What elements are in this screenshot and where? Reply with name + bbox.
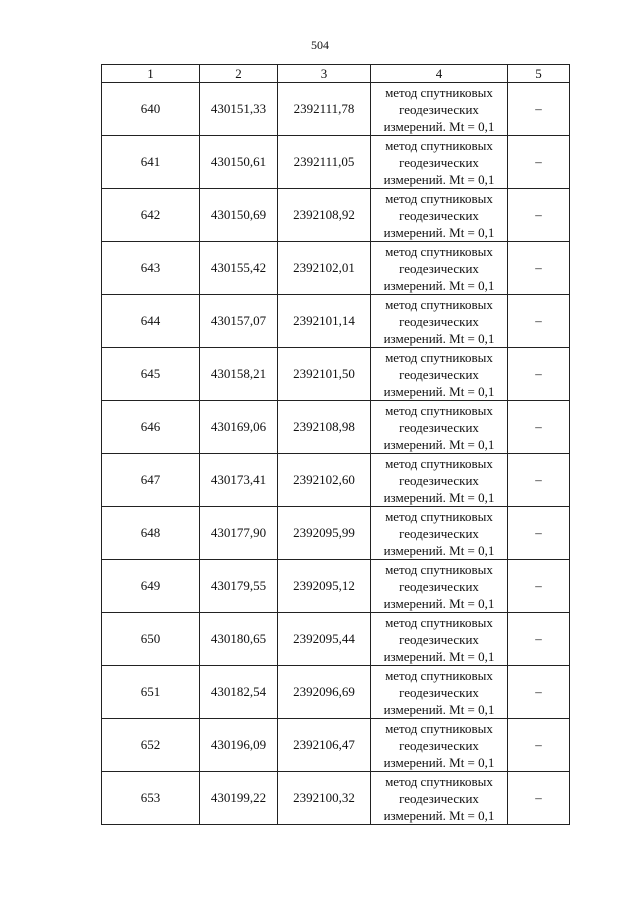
y-coordinate-cell: 2392102,60 — [278, 454, 371, 507]
page-number: 504 — [311, 38, 329, 52]
method-line: измерений. Mt = 0,1 — [383, 754, 495, 770]
method-line: геодезических — [399, 631, 479, 647]
point-number-cell: 648 — [102, 507, 200, 560]
point-number-cell: 652 — [102, 719, 200, 772]
table-row — [102, 401, 570, 454]
method-cell — [371, 83, 508, 136]
method-line: геодезических — [399, 578, 479, 594]
y-coordinate-cell: 2392100,32 — [278, 772, 371, 825]
point-number-cell: 643 — [102, 242, 200, 295]
note-cell: – — [508, 613, 570, 666]
method-line: метод спутниковых — [385, 720, 493, 736]
note-cell: – — [508, 401, 570, 454]
y-coordinate-cell: 2392096,69 — [278, 666, 371, 719]
method-line: метод спутниковых — [385, 349, 493, 365]
note-cell: – — [508, 348, 570, 401]
method-line: измерений. Mt = 0,1 — [383, 277, 495, 293]
method-line: геодезических — [399, 154, 479, 170]
method-cell — [371, 719, 508, 772]
method-line: метод спутниковых — [385, 667, 493, 683]
y-coordinate-cell: 2392111,78 — [278, 83, 371, 136]
note-cell: – — [508, 136, 570, 189]
method-cell — [371, 348, 508, 401]
note-cell: – — [508, 560, 570, 613]
method-line: измерений. Mt = 0,1 — [383, 224, 495, 240]
method-cell — [371, 772, 508, 825]
y-coordinate-cell: 2392095,12 — [278, 560, 371, 613]
method-line: геодезических — [399, 419, 479, 435]
note-cell: – — [508, 666, 570, 719]
x-coordinate-cell: 430169,06 — [200, 401, 278, 454]
method-line: геодезических — [399, 313, 479, 329]
y-coordinate-cell: 2392108,92 — [278, 189, 371, 242]
method-line: геодезических — [399, 366, 479, 382]
method-line: измерений. Mt = 0,1 — [383, 330, 495, 346]
method-line: геодезических — [399, 207, 479, 223]
method-line: метод спутниковых — [385, 773, 493, 789]
method-line: геодезических — [399, 525, 479, 541]
y-coordinate-cell: 2392101,14 — [278, 295, 371, 348]
table-row — [102, 83, 570, 136]
method-line: метод спутниковых — [385, 402, 493, 418]
method-cell — [371, 189, 508, 242]
table-row — [102, 719, 570, 772]
note-cell: – — [508, 295, 570, 348]
point-number-cell: 641 — [102, 136, 200, 189]
x-coordinate-cell: 430157,07 — [200, 295, 278, 348]
column-header: 1 — [102, 65, 200, 83]
x-coordinate-cell: 430151,33 — [200, 83, 278, 136]
method-line: измерений. Mt = 0,1 — [383, 701, 495, 717]
point-number-cell: 645 — [102, 348, 200, 401]
x-coordinate-cell: 430150,69 — [200, 189, 278, 242]
note-cell: – — [508, 507, 570, 560]
table-row — [102, 348, 570, 401]
y-coordinate-cell: 2392101,50 — [278, 348, 371, 401]
method-line: измерений. Mt = 0,1 — [383, 118, 495, 134]
x-coordinate-cell: 430155,42 — [200, 242, 278, 295]
method-line: метод спутниковых — [385, 455, 493, 471]
note-cell: – — [508, 454, 570, 507]
method-line: геодезических — [399, 737, 479, 753]
point-number-cell: 642 — [102, 189, 200, 242]
table-row — [102, 295, 570, 348]
method-line: метод спутниковых — [385, 614, 493, 630]
method-cell — [371, 454, 508, 507]
table-row — [102, 454, 570, 507]
point-number-cell: 649 — [102, 560, 200, 613]
table-row — [102, 772, 570, 825]
method-line: измерений. Mt = 0,1 — [383, 489, 495, 505]
method-line: геодезических — [399, 684, 479, 700]
method-cell — [371, 560, 508, 613]
method-line: метод спутниковых — [385, 137, 493, 153]
point-number-cell: 647 — [102, 454, 200, 507]
method-cell — [371, 666, 508, 719]
column-header: 3 — [278, 65, 371, 83]
x-coordinate-cell: 430180,65 — [200, 613, 278, 666]
column-header: 5 — [508, 65, 570, 83]
x-coordinate-cell: 430182,54 — [200, 666, 278, 719]
method-cell — [371, 242, 508, 295]
table-row — [102, 189, 570, 242]
table-row — [102, 242, 570, 295]
method-line: метод спутниковых — [385, 296, 493, 312]
y-coordinate-cell: 2392108,98 — [278, 401, 371, 454]
table-row — [102, 507, 570, 560]
method-line: геодезических — [399, 790, 479, 806]
method-line: геодезических — [399, 260, 479, 276]
x-coordinate-cell: 430196,09 — [200, 719, 278, 772]
note-cell: – — [508, 83, 570, 136]
method-line: метод спутниковых — [385, 243, 493, 259]
method-line: измерений. Mt = 0,1 — [383, 383, 495, 399]
method-cell — [371, 401, 508, 454]
point-number-cell: 640 — [102, 83, 200, 136]
x-coordinate-cell: 430177,90 — [200, 507, 278, 560]
point-number-cell: 651 — [102, 666, 200, 719]
table-row — [102, 560, 570, 613]
method-line: измерений. Mt = 0,1 — [383, 807, 495, 823]
table-row — [102, 136, 570, 189]
point-number-cell: 650 — [102, 613, 200, 666]
note-cell: – — [508, 772, 570, 825]
y-coordinate-cell: 2392102,01 — [278, 242, 371, 295]
x-coordinate-cell: 430158,21 — [200, 348, 278, 401]
y-coordinate-cell: 2392095,44 — [278, 613, 371, 666]
method-cell — [371, 295, 508, 348]
table-row — [102, 666, 570, 719]
method-line: метод спутниковых — [385, 508, 493, 524]
x-coordinate-cell: 430173,41 — [200, 454, 278, 507]
y-coordinate-cell: 2392106,47 — [278, 719, 371, 772]
method-line: измерений. Mt = 0,1 — [383, 648, 495, 664]
column-header: 2 — [200, 65, 278, 83]
column-header: 4 — [371, 65, 508, 83]
method-line: измерений. Mt = 0,1 — [383, 436, 495, 452]
point-number-cell: 644 — [102, 295, 200, 348]
note-cell: – — [508, 242, 570, 295]
method-cell — [371, 613, 508, 666]
method-line: измерений. Mt = 0,1 — [383, 171, 495, 187]
method-line: измерений. Mt = 0,1 — [383, 595, 495, 611]
x-coordinate-cell: 430179,55 — [200, 560, 278, 613]
note-cell: – — [508, 719, 570, 772]
x-coordinate-cell: 430199,22 — [200, 772, 278, 825]
note-cell: – — [508, 189, 570, 242]
point-number-cell: 646 — [102, 401, 200, 454]
method-line: геодезических — [399, 472, 479, 488]
y-coordinate-cell: 2392111,05 — [278, 136, 371, 189]
table-header-row — [102, 65, 570, 83]
x-coordinate-cell: 430150,61 — [200, 136, 278, 189]
point-number-cell: 653 — [102, 772, 200, 825]
method-line: метод спутниковых — [385, 190, 493, 206]
method-line: метод спутниковых — [385, 561, 493, 577]
method-cell — [371, 507, 508, 560]
method-line: метод спутниковых — [385, 84, 493, 100]
y-coordinate-cell: 2392095,99 — [278, 507, 371, 560]
coordinates-table — [101, 64, 570, 825]
method-line: измерений. Mt = 0,1 — [383, 542, 495, 558]
table-row — [102, 613, 570, 666]
method-line: геодезических — [399, 101, 479, 117]
method-cell — [371, 136, 508, 189]
